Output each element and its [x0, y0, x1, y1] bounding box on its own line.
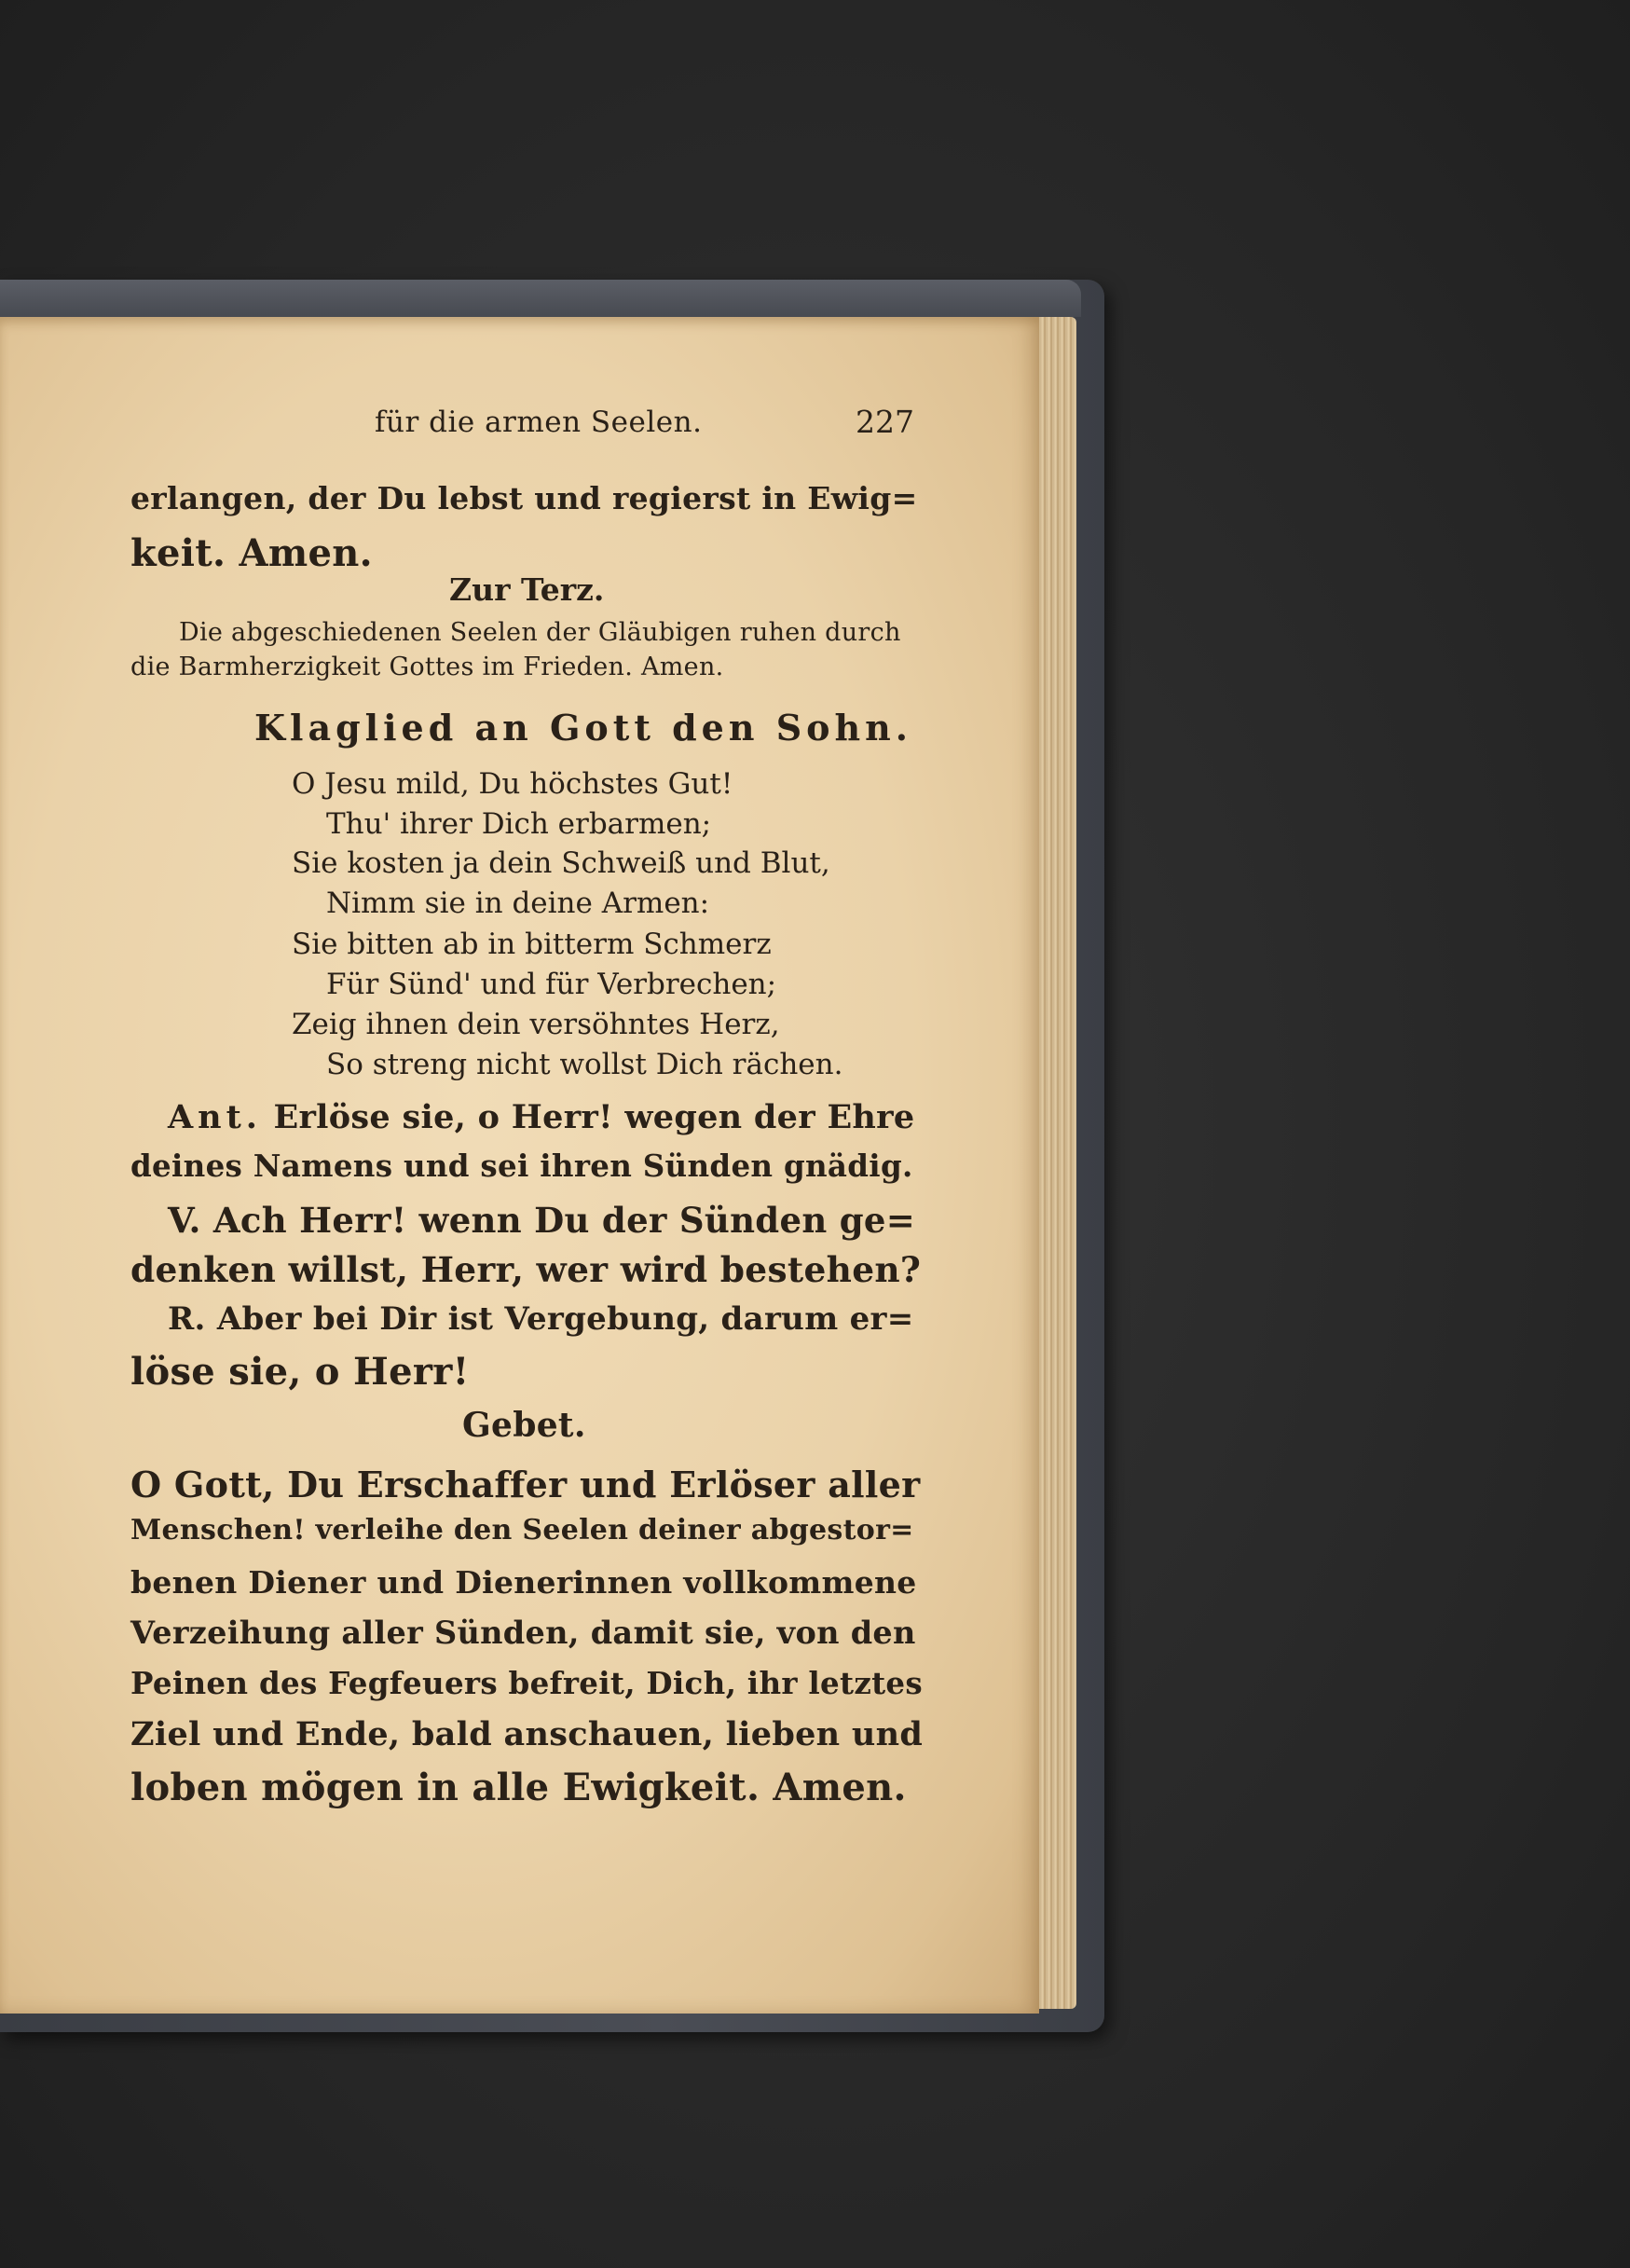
- antiphon-prefix: Ant.: [168, 1098, 262, 1136]
- gebet-line-2: Menschen! verleihe den Seelen deiner abgestor=: [130, 1514, 914, 1546]
- gebet-line-4: Verzeihung aller Sünden, damit sie, von den: [130, 1615, 916, 1651]
- klaglied-heading: Klaglied an Gott den Sohn.: [254, 707, 912, 749]
- versicle-line-2: denken willst, Herr, wer wird bestehen?: [130, 1249, 922, 1290]
- page-number: 227: [856, 404, 914, 440]
- verse-line-2: Thu' ihrer Dich erbarmen;: [326, 807, 712, 841]
- gebet-heading: Gebet.: [462, 1406, 586, 1445]
- verse-line-8: So streng nicht wollst Dich rächen.: [326, 1048, 843, 1081]
- continuation-line-1: erlangen, der Du lebst und regierst in Ewig=: [130, 480, 918, 516]
- response-text: Aber bei Dir ist Vergebung, darum er=: [216, 1300, 914, 1338]
- antiphon-text: Erlöse sie, o Herr! wegen der Ehre: [273, 1098, 915, 1136]
- versicle-line-1: [168, 1200, 915, 1241]
- terz-line-1: Die abgeschiedenen Seelen der Gläubigen ruhen durch: [179, 618, 901, 647]
- terz-line-2: die Barmherzigkeit Gottes im Frieden. Amen.: [130, 653, 724, 681]
- versicle-prefix: V.: [168, 1200, 201, 1241]
- versicle-text: Ach Herr! wenn Du der Sünden ge=: [212, 1200, 916, 1241]
- gebet-line-3: benen Diener und Dienerinnen vollkommene: [130, 1564, 917, 1601]
- verse-line-6: Für Sünd' und für Verbrechen;: [326, 968, 777, 1001]
- verse-line-7: Zeig ihnen dein versöhntes Herz,: [292, 1008, 780, 1041]
- continuation-line-2: keit. Amen.: [130, 531, 373, 575]
- verse-line-3: Sie kosten ja dein Schweiß und Blut,: [292, 846, 830, 880]
- terz-heading: Zur Terz.: [449, 571, 605, 608]
- book-page: [0, 317, 1039, 2014]
- running-head: für die armen Seelen.: [375, 405, 703, 439]
- book-cover-top-edge: [0, 280, 1081, 317]
- gebet-line-7: loben mögen in alle Ewigkeit. Amen.: [130, 1766, 907, 1809]
- gebet-line-5: Peinen des Fegfeuers befreit, Dich, ihr letztes: [130, 1665, 923, 1701]
- gebet-line-6: Ziel und Ende, bald anschauen, lieben und: [130, 1715, 924, 1753]
- response-prefix: R.: [168, 1300, 206, 1338]
- response-line-2: löse sie, o Herr!: [130, 1350, 470, 1394]
- antiphon-line-1: [168, 1098, 915, 1136]
- verse-line-4: Nimm sie in deine Armen:: [326, 887, 710, 920]
- antiphon-line-2: deines Namens und sei ihren Sünden gnädig.: [130, 1148, 913, 1184]
- response-line-1: [168, 1300, 914, 1338]
- verse-line-5: Sie bitten ab in bitterm Schmerz: [292, 928, 772, 961]
- gebet-line-1: O Gott, Du Erschaffer und Erlöser aller: [130, 1464, 921, 1505]
- verse-line-1: O Jesu mild, Du höchstes Gut!: [292, 767, 733, 801]
